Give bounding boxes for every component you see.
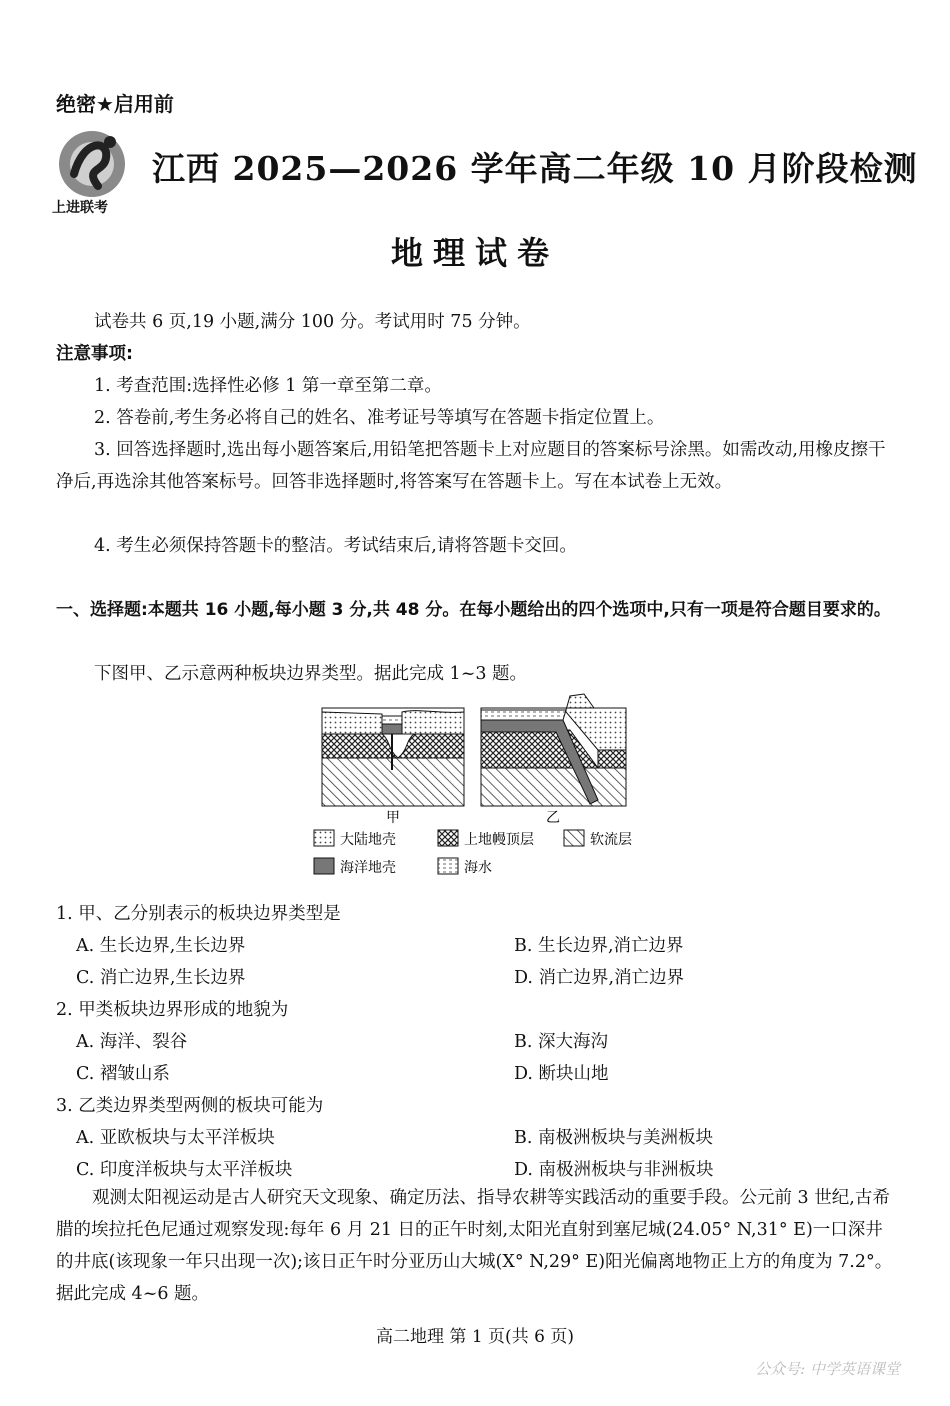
option-c: C. 印度洋板块与太平洋板块 xyxy=(76,1160,293,1180)
reading-passage: 观测太阳视运动是古人研究天文现象、确定历法、指导农耕等实践活动的重要手段。公元前 3 世纪,古希腊的埃拉托色尼通过观察发现:每年 6 月 21 日的正午时刻,太阳光直射到塞尼城(24.05° N,31° E)一口深井的井底(该现象一年只出现一次);该日正午时分亚历山大城(X° N,29° E)阳光偏离地物正上方的角度为 7.2°。据此完成 4~6 题。 xyxy=(56,1188,893,1304)
option-a: A. 亚欧板块与太平洋板块 xyxy=(76,1128,275,1148)
question-stem: 1. 甲、乙分别表示的板块边界类型是 xyxy=(56,904,341,924)
confidential-label: 绝密★启用前 xyxy=(56,92,174,116)
option-c: C. 褶皱山系 xyxy=(76,1064,170,1084)
question-stem: 2. 甲类板块边界形成的地貌为 xyxy=(56,1000,289,1020)
option-b: B. 深大海沟 xyxy=(514,1032,608,1052)
note-item: 3. 回答选择题时,选出每小题答案后,用铅笔把答题卡上对应题目的答案标号涂黑。如需改动,用橡皮擦干净后,再选涂其他答案标号。回答非选择题时,将答案写在答题卡上。写在本试卷上无效。 xyxy=(56,440,886,492)
option-a: A. 海洋、裂谷 xyxy=(76,1032,188,1052)
diagram-b xyxy=(481,694,626,806)
notes-heading: 注意事项: xyxy=(56,344,133,364)
legend-label: 海洋地壳 xyxy=(340,860,396,876)
legend-label: 上地幔顶层 xyxy=(464,832,534,848)
option-d: D. 南极洲板块与非洲板块 xyxy=(514,1160,714,1180)
legend-label: 大陆地壳 xyxy=(340,832,396,848)
option-d: D. 消亡边界,消亡边界 xyxy=(514,968,685,988)
diagram-b-label: 乙 xyxy=(546,810,560,826)
legend-label: 软流层 xyxy=(590,832,632,848)
option-c: C. 消亡边界,生长边界 xyxy=(76,968,246,988)
section-intro: 下图甲、乙示意两种板块边界类型。据此完成 1~3 题。 xyxy=(94,664,528,684)
question-stem: 3. 乙类边界类型两侧的板块可能为 xyxy=(56,1096,324,1116)
section-heading: 一、选择题:本题共 16 小题,每小题 3 分,共 48 分。在每小题给出的四个选项中,只有一项是符合题目要求的。 xyxy=(56,600,891,620)
note-item: 2. 答卷前,考生务必将自己的姓名、准考证号等填写在答题卡指定位置上。 xyxy=(94,408,665,428)
exam-subject: 地理试卷 xyxy=(390,234,559,272)
exam-title: 江西 2025—2026 学年高二年级 10 月阶段检测 xyxy=(152,149,918,188)
page-footer: 高二地理 第 1 页(共 6 页) xyxy=(376,1327,574,1347)
plate-boundary-figure xyxy=(298,690,652,888)
legend-label: 海水 xyxy=(464,860,492,876)
exam-intro: 试卷共 6 页,19 小题,满分 100 分。考试用时 75 分钟。 xyxy=(94,312,531,332)
option-b: B. 生长边界,消亡边界 xyxy=(514,936,684,956)
option-b: B. 南极洲板块与美洲板块 xyxy=(514,1128,713,1148)
option-d: D. 断块山地 xyxy=(514,1064,609,1084)
diagram-a xyxy=(322,708,464,806)
diagram-a-label: 甲 xyxy=(386,810,400,826)
note-item: 1. 考查范围:选择性必修 1 第一章至第二章。 xyxy=(94,376,442,396)
watermark: 公众号: 中学英语课堂 xyxy=(755,1360,900,1378)
option-a: A. 生长边界,生长边界 xyxy=(76,936,246,956)
logo-text: 上进联考 xyxy=(52,200,108,216)
note-item: 4. 考生必须保持答题卡的整洁。考试结束后,请将答题卡交回。 xyxy=(94,536,577,556)
